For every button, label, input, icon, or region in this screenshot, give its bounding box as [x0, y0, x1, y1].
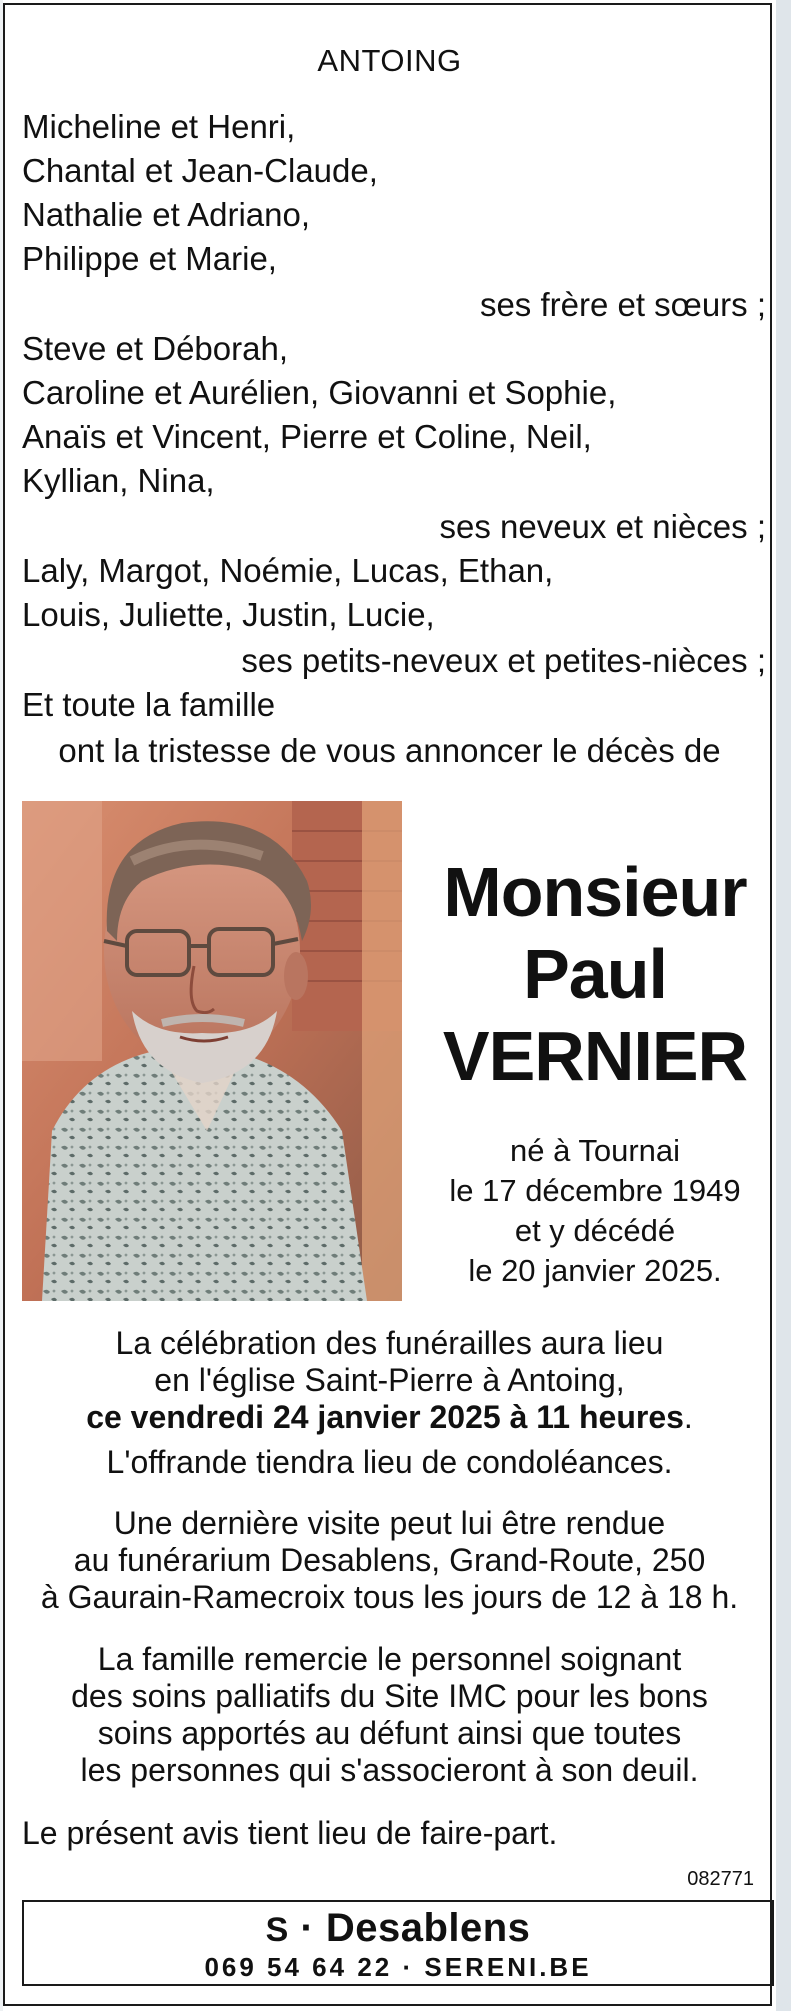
- city-heading: ANTOING: [317, 43, 462, 78]
- nephew-line-1: Steve et Déborah,: [22, 330, 288, 367]
- deceased-portrait-photo: [22, 801, 402, 1301]
- ceremony-line-3-end: .: [683, 1399, 693, 1435]
- thanks-line-2: des soins palliatifs du Site IMC pour les bons: [71, 1678, 708, 1714]
- ceremony-date-time: ce vendredi 24 janvier 2025 à 11 heures: [86, 1399, 684, 1435]
- all-family-line: Et toute la famille: [22, 686, 276, 723]
- nephews-role: ses neveux et nièces ;: [439, 508, 766, 545]
- ceremony-line-1: La célébration des funérailles aura lieu: [115, 1325, 664, 1361]
- thanks-line-3: soins apportés au défunt ainsi que toutes: [97, 1715, 682, 1751]
- funeral-home-contact: [24, 1952, 772, 1983]
- thanks-line-1: La famille remercie le personnel soignant: [97, 1641, 682, 1677]
- ceremony-line-4: L'offrande tiendra lieu de condoléances.: [106, 1444, 673, 1480]
- page-right-margin: [776, 0, 791, 2011]
- visit-line-3: à Gaurain-Ramecroix tous les jours de 12 à 18 h.: [40, 1579, 739, 1615]
- thanks-line-4: les personnes qui s'associeront à son deuil.: [80, 1752, 699, 1788]
- sibling-line-3: Nathalie et Adriano,: [22, 196, 311, 233]
- nephew-line-2: Caroline et Aurélien, Giovanni et Sophie,: [22, 374, 617, 411]
- announcement-line: ont la tristesse de vous annoncer le décès de: [58, 732, 721, 769]
- ceremony-line-3: [5, 1399, 774, 1436]
- visit-line-1: Une dernière visite peut lui être rendue: [113, 1505, 666, 1541]
- brand-separator: ·: [300, 1906, 315, 1950]
- reference-number: 082771: [687, 1868, 754, 1890]
- grand-nephew-line-1: Laly, Margot, Noémie, Lucas, Ethan,: [22, 552, 554, 589]
- funeral-home-footer: [22, 1900, 774, 1986]
- closing-line: Le présent avis tient lieu de faire-part.: [22, 1815, 558, 1851]
- sibling-line-4: Philippe et Marie,: [22, 240, 277, 277]
- died-place: et y décédé: [514, 1213, 676, 1248]
- nephew-line-4: Kyllian, Nina,: [22, 462, 215, 499]
- website-link: SERENI.BE: [424, 1952, 592, 1982]
- died-date: le 20 janvier 2025.: [468, 1253, 722, 1288]
- deceased-last-name: VERNIER: [442, 1017, 748, 1095]
- ceremony-line-2: en l'église Saint-Pierre à Antoing,: [154, 1362, 625, 1398]
- visit-line-2: au funérarium Desablens, Grand-Route, 250: [73, 1542, 706, 1578]
- sibling-line-2: Chantal et Jean-Claude,: [22, 152, 378, 189]
- nephew-line-3: Anaïs et Vincent, Pierre et Coline, Neil,: [22, 418, 592, 455]
- brand-logo-letter: S: [265, 1911, 289, 1949]
- grand-nephew-line-2: Louis, Juliette, Justin, Lucie,: [22, 596, 435, 633]
- born-date: le 17 décembre 1949: [449, 1173, 741, 1208]
- phone-number: 069 54 64 22: [204, 1952, 393, 1982]
- siblings-role: ses frère et sœurs ;: [479, 286, 766, 323]
- grand-nephews-role: ses petits-neveux et petites-nièces ;: [241, 642, 766, 679]
- brand-name: Desablens: [325, 1906, 531, 1950]
- contact-separator: ·: [402, 1952, 415, 1982]
- deceased-title: Monsieur: [443, 853, 747, 931]
- deceased-first-name: Paul: [523, 935, 667, 1013]
- sibling-line-1: Micheline et Henri,: [22, 108, 296, 145]
- funeral-home-brand: [24, 1906, 772, 1951]
- obituary-notice: [3, 3, 772, 2006]
- born-place: né à Tournai: [509, 1133, 681, 1168]
